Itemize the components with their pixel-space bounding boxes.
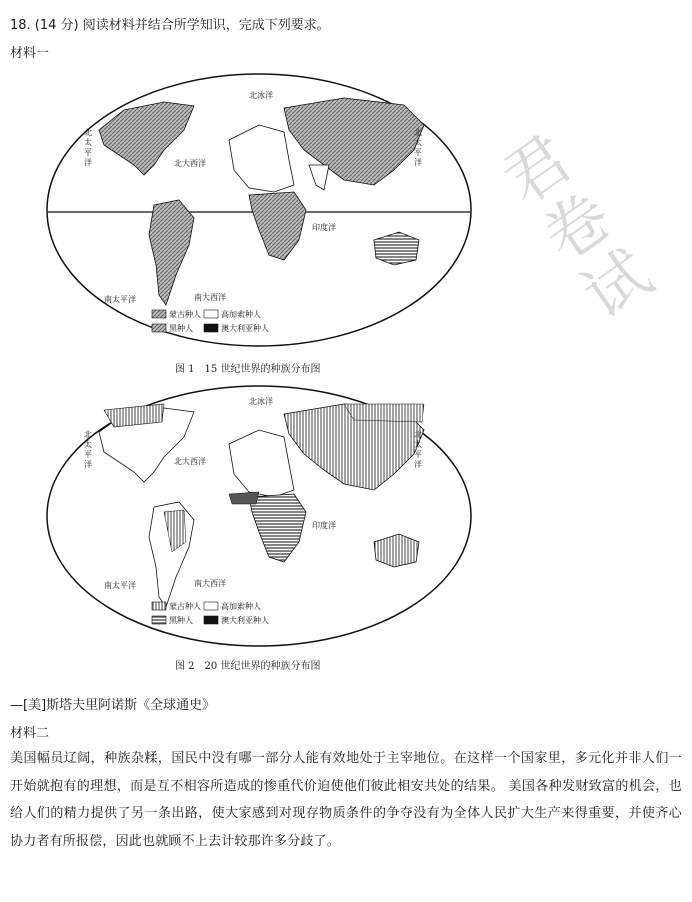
- ocean-label-north-pacific-left-1: 北: [84, 128, 92, 137]
- legend-swatch-mongoloid: [152, 310, 166, 318]
- ocean-label-north-pacific-right-4: 洋: [414, 158, 422, 167]
- legend-label-mongoloid: 蒙古种人: [169, 602, 201, 611]
- ocean-label-north-pacific-right-1: 北: [414, 430, 422, 439]
- ocean-label-south-atlantic: 南大西洋: [194, 579, 226, 588]
- ocean-label-north-pacific-left-3: 平: [84, 450, 92, 459]
- watermark-char: 君: [490, 121, 585, 220]
- legend-swatch-caucasoid: [204, 602, 218, 610]
- watermark-char: 卷: [530, 179, 626, 277]
- ocean-label-south-atlantic: 南大西洋: [194, 293, 226, 302]
- material2-label: 材料二: [10, 726, 50, 741]
- ocean-label-north-pacific-right-1: 北: [414, 128, 422, 137]
- legend-label-caucasoid: 高加索种人: [221, 602, 261, 611]
- legend-swatch-australoid: [204, 324, 218, 332]
- ocean-label-north-pacific-left-2: 太: [84, 138, 92, 147]
- ocean-label-north-pacific-left-1: 北: [84, 430, 92, 439]
- world-map-20th-century: [44, 382, 474, 650]
- ocean-label-north-pacific-right-3: 平: [414, 148, 422, 157]
- map1-caption: 图 1 15 世纪世界的种族分布图: [175, 364, 321, 375]
- ocean-label-north-pacific-left-2: 太: [84, 440, 92, 449]
- material2-paragraph: 美国幅员辽阔，种族杂糅，国民中没有哪一部分人能有效地处于主宰地位。在这样一个国家里，多元化并非人们一开始就抱有的理想，而是互不相容所造成的惨重代价迫使他们彼此相安共处的结果。 美国各种发财致富的机会，也给人们的精力提供了另一条出路，使大家感到对现存物质条件的争夺没有为全体人民扩大生产来得重要，并使齐心协力者有所报偿，因此也就顾不上去计较那许多分歧了。: [10, 751, 682, 849]
- legend-swatch-negroid: [152, 616, 166, 624]
- legend-swatch-mongoloid: [152, 602, 166, 610]
- ocean-label-south-pacific: 南太平洋: [104, 295, 136, 304]
- ocean-label-north-atlantic: 北大西洋: [174, 457, 206, 466]
- ocean-label-arctic: 北冰洋: [249, 397, 273, 406]
- ocean-label-north-pacific-right-4: 洋: [414, 460, 422, 469]
- ocean-label-south-pacific: 南太平洋: [104, 581, 136, 590]
- legend-label-australoid: 澳大利亚种人: [221, 324, 269, 333]
- legend-label-mongoloid: 蒙古种人: [169, 310, 201, 319]
- legend-label-caucasoid: 高加索种人: [221, 310, 261, 319]
- ocean-label-north-pacific-left-4: 洋: [84, 158, 92, 167]
- legend-label-australoid: 澳大利亚种人: [221, 616, 269, 625]
- material1-label: 材料一: [10, 46, 50, 61]
- ocean-label-north-pacific-left-4: 洋: [84, 460, 92, 469]
- ocean-label-arctic: 北冰洋: [249, 91, 273, 100]
- legend-label-negroid: 黑种人: [169, 616, 193, 625]
- ocean-label-north-atlantic: 北大西洋: [174, 159, 206, 168]
- legend-swatch-australoid: [204, 616, 218, 624]
- legend-label-negroid: 黑种人: [169, 324, 193, 333]
- ocean-label-indian: 印度洋: [312, 521, 336, 530]
- ocean-label-north-pacific-right-2: 太: [414, 138, 422, 147]
- siberia: [344, 404, 424, 422]
- question-header: 18. (14 分) 阅读材料并结合所学知识，完成下列要求。: [10, 18, 330, 33]
- legend-swatch-caucasoid: [204, 310, 218, 318]
- ocean-label-indian: 印度洋: [312, 223, 336, 232]
- ocean-label-north-pacific-right-2: 太: [414, 440, 422, 449]
- map2-caption: 图 2 20 世纪世界的种族分布图: [175, 661, 321, 672]
- source-citation: —[美]斯塔夫里阿诺斯《全球通史》: [10, 698, 216, 713]
- west-africa-dark: [229, 492, 259, 504]
- ocean-label-north-pacific-right-3: 平: [414, 450, 422, 459]
- legend-swatch-negroid: [152, 324, 166, 332]
- world-map-15th-century: [44, 70, 474, 350]
- watermark-char: 试: [570, 236, 666, 334]
- ocean-label-north-pacific-left-3: 平: [84, 148, 92, 157]
